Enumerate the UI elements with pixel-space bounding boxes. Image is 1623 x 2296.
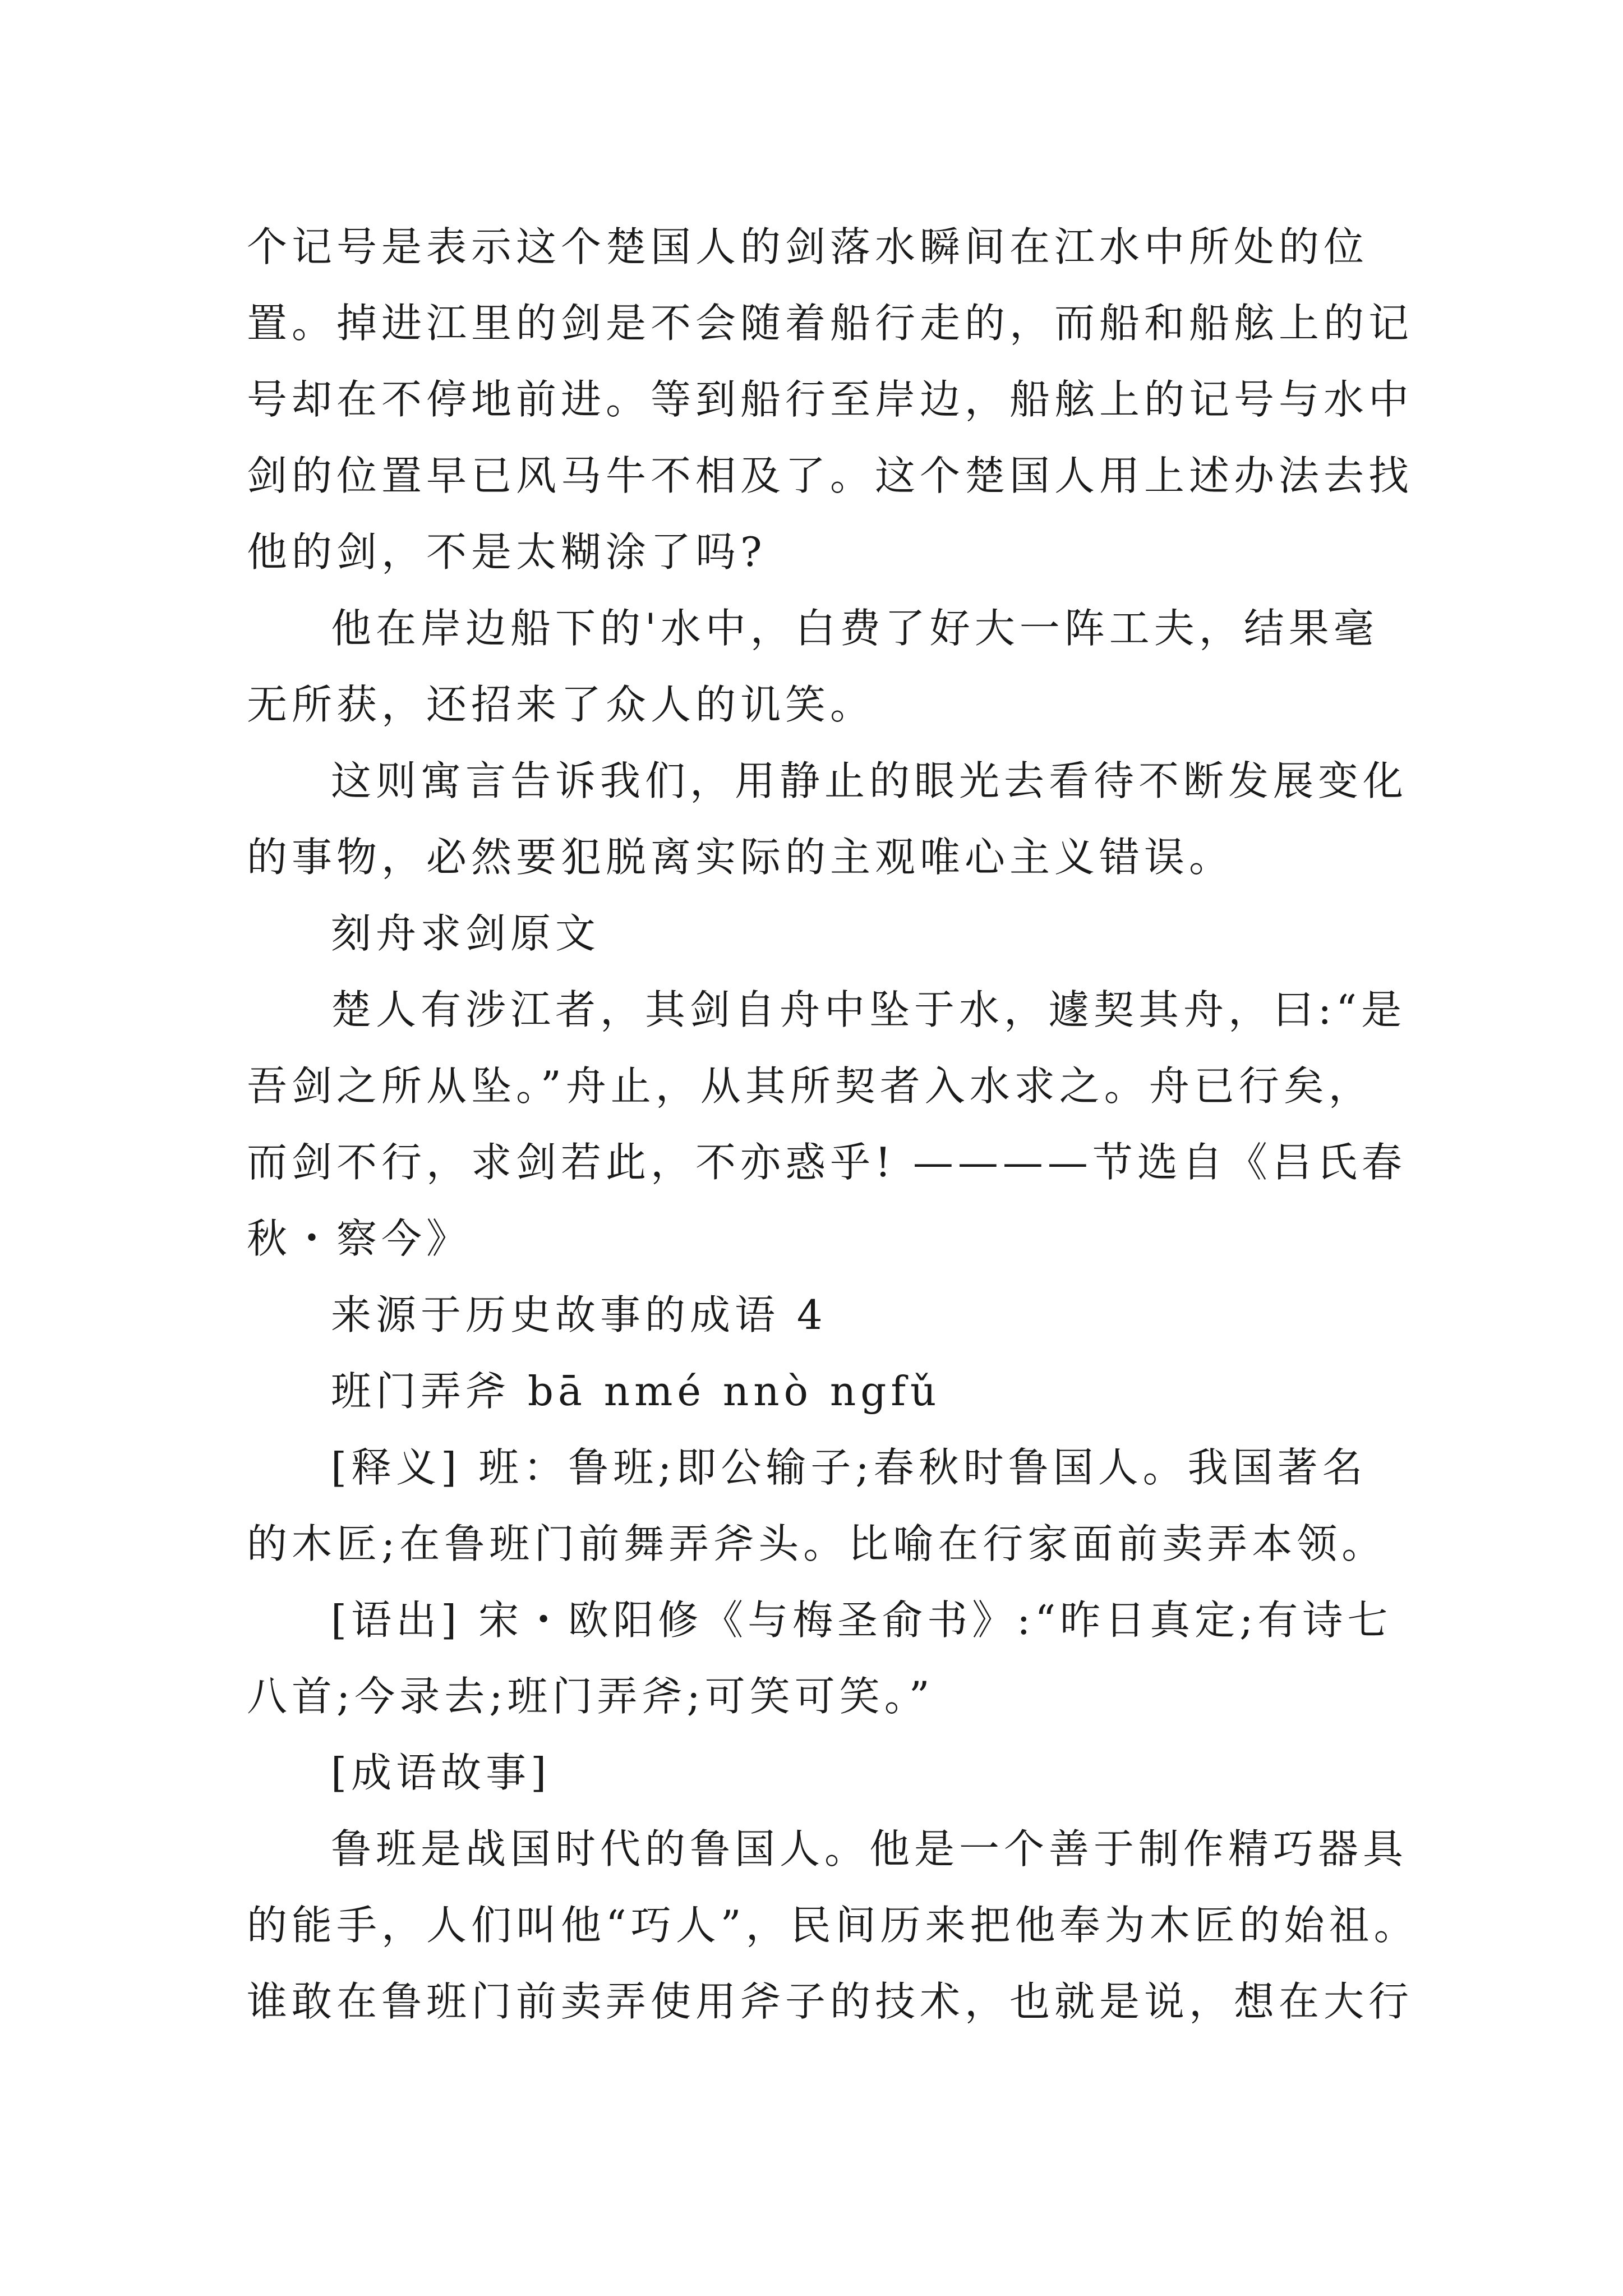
text-line: 来源于历史故事的成语 4 bbox=[331, 1291, 827, 1338]
text-line: 这则寓言告诉我们，用静止的眼光去看待不断发展变化 bbox=[331, 757, 1408, 804]
text-line: 个记号是表示这个楚国人的剑落水瞬间在江水中所处的位 bbox=[247, 223, 1369, 270]
text-line: 剑的位置早已风马牛不相及了。这个楚国人用上述办法去找 bbox=[247, 452, 1414, 499]
text-line: 置。掉进江里的剑是不会随着船行走的，而船和船舷上的记 bbox=[247, 300, 1414, 347]
text-line: 的事物，必然要犯脱离实际的主观唯心主义错误。 bbox=[247, 834, 1234, 881]
text-line: 谁敢在鲁班门前卖弄使用斧子的技术，也就是说，想在大行 bbox=[247, 1978, 1414, 2025]
text-line: [成语故事] bbox=[331, 1749, 551, 1796]
text-line: [释义] 班：鲁班;即公输子;春秋时鲁国人。我国著名 bbox=[331, 1444, 1367, 1491]
text-line: 刻舟求剑原文 bbox=[331, 910, 601, 957]
text-line: 他的剑，不是太糊涂了吗? bbox=[247, 528, 767, 576]
text-line: 他在岸边船下的'水中，白费了好大一阵工夫，结果毫 bbox=[331, 605, 1378, 652]
text-line: 而剑不行，求剑若此，不亦惑乎! ————节选自《吕氏春 bbox=[247, 1139, 1407, 1186]
text-line: 秋・察今》 bbox=[247, 1215, 472, 1262]
text-line: 无所获，还招来了众人的讥笑。 bbox=[247, 681, 875, 728]
text-line: 吾剑之所从坠。”舟止，从其所契者入水求之。舟已行矣， bbox=[247, 1062, 1373, 1110]
text-line: 的木匠;在鲁班门前舞弄斧头。比喻在行家面前卖弄本领。 bbox=[247, 1520, 1387, 1567]
text-line: 班门弄斧 bā nmé nnò ngfǔ bbox=[331, 1368, 941, 1415]
text-line: [语出] 宋・欧阳修《与梅圣俞书》:“昨日真定;有诗七 bbox=[331, 1596, 1393, 1644]
document-body bbox=[247, 209, 1419, 2040]
text-line: 的能手，人们叫他“巧人”，民间历来把他奉为木匠的始祖。 bbox=[247, 1902, 1419, 1949]
text-line: 楚人有涉江者，其剑自舟中坠于水，遽契其舟，曰:“是 bbox=[331, 986, 1407, 1033]
text-line: 鲁班是战国时代的鲁国人。他是一个善于制作精巧器具 bbox=[331, 1825, 1408, 1872]
text-line: 八首;今录去;班门弄斧;可笑可笑。” bbox=[247, 1673, 934, 1720]
text-line: 号却在不停地前进。等到船行至岸边，船舷上的记号与水中 bbox=[247, 376, 1414, 423]
